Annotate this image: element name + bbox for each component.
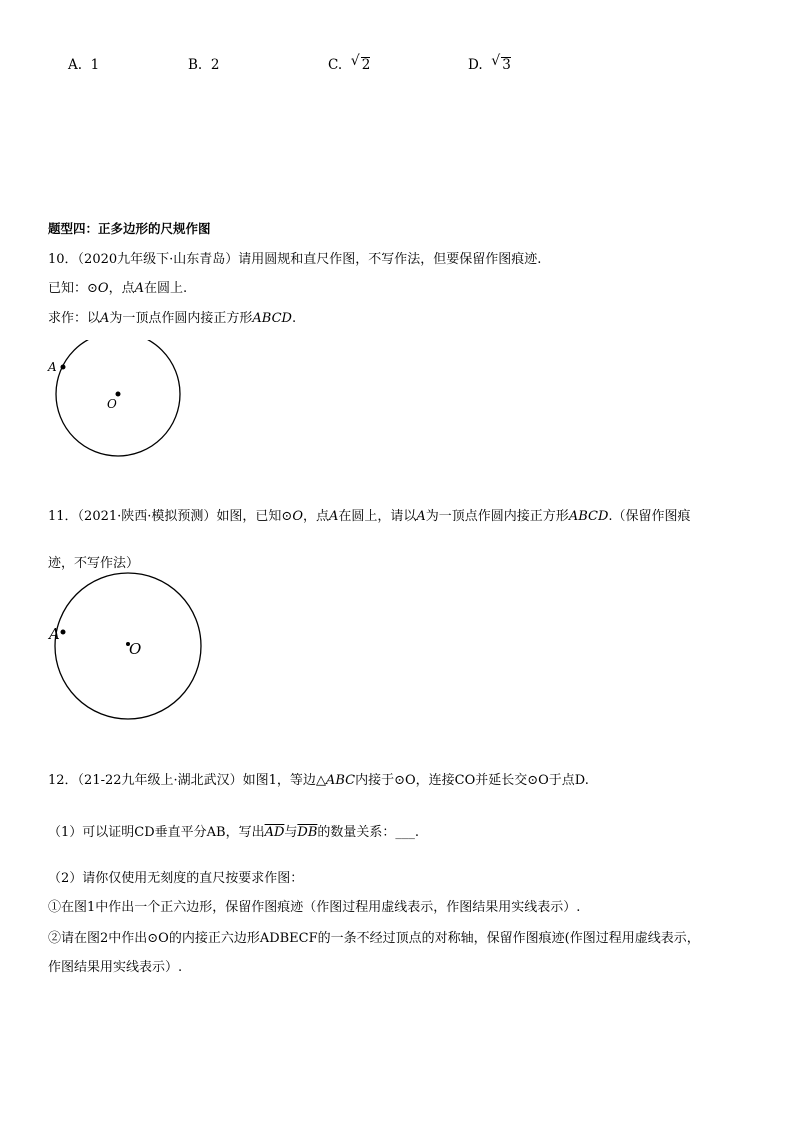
q11-stem [48, 505, 691, 524]
q10-source: （2020九年级下·山东青岛） [77, 252, 239, 267]
q10-text: 请用圆规和直尺作图，不写作法，但要保留作图痕迹. [238, 252, 542, 267]
q12-source: （21-22九年级上·湖北武汉） [77, 773, 243, 788]
option-c-value: 2 [361, 57, 371, 73]
q11-text5: .（保留作图痕 [608, 509, 691, 524]
q12-part2-2a: ②请在图2中作出⊙O的内接正六边形ADBECF的一条不经过顶点的对称轴，保留作图痕迹(作图过程用虚线表示， [48, 931, 700, 946]
q10-known-o: O [97, 281, 109, 296]
sqrt-icon: √ [350, 53, 360, 69]
q12-text1: 如图1，等边 [242, 773, 316, 788]
option-c [328, 53, 371, 73]
q11-label-a: A [49, 625, 60, 643]
sqrt-icon: √ [491, 53, 501, 69]
q12-arc-db: $\overline{DB}$ [297, 825, 318, 840]
option-a-value: 1 [90, 57, 100, 73]
option-b-letter: B. [188, 57, 203, 73]
q10-task-prefix: 求作：以 [48, 311, 101, 326]
q10-number: 10． [48, 252, 78, 267]
q10-known-suffix: 在圆上. [143, 281, 188, 296]
q10-known-a: A [134, 281, 144, 296]
q10-known-mid: ，点 [108, 281, 135, 296]
option-d-value: 3 [502, 57, 511, 73]
q11-label-o: O [129, 640, 142, 658]
q10-stem [48, 248, 541, 267]
q12-stem [48, 769, 589, 788]
sqrt-expression [491, 53, 511, 73]
q10-label-o: O [107, 397, 117, 411]
q11-text1: 如图，已知 [216, 509, 282, 524]
q11-figure [40, 570, 210, 740]
option-a [68, 57, 99, 73]
q11-text2: ，点 [302, 509, 329, 524]
q11-number: 11． [48, 509, 78, 524]
q10-task-abcd: ABCD [252, 311, 292, 326]
q12-p1-suffix: 的数量关系：___. [317, 825, 420, 840]
q12-part2-2b: 作图结果用实线表示）. [48, 960, 183, 975]
q10-circle [56, 340, 180, 456]
q12-arc-ad: $\overline{AD}$ [264, 825, 285, 840]
section-title: 题型四：正多边形的尺规作图 [48, 221, 211, 236]
q10-center-point [116, 392, 121, 397]
option-b [188, 57, 219, 73]
option-b-value: 2 [210, 57, 220, 73]
q11-point-a [61, 630, 66, 635]
q11-circ-o: ⊙O [281, 509, 303, 524]
q10-task [48, 307, 296, 326]
q12-part1 [48, 821, 419, 840]
q12-text2: 内接于⊙O，连接CO并延长交⊙O于点D. [355, 773, 589, 788]
q12-p1-mid: 与 [284, 825, 298, 840]
sqrt-expression [350, 53, 371, 73]
q10-label-a: A [48, 360, 57, 374]
q12-part2: （2）请你仅使用无刻度的直尺按要求作图： [48, 871, 304, 886]
q10-task-a: A [100, 311, 110, 326]
q11-text3: 在圆上，请以 [338, 509, 417, 524]
option-a-letter: A. [68, 57, 83, 73]
q12-number: 12． [48, 773, 78, 788]
q11-text4: 为一顶点作圆内接正方形 [425, 509, 569, 524]
q10-known-prefix: 已知：⊙ [48, 281, 98, 296]
q11-a2: A [416, 509, 426, 524]
q10-task-end: . [291, 311, 297, 326]
q10-point-a [61, 365, 66, 370]
q10-task-mid: 为一顶点作圆内接正方形 [109, 311, 253, 326]
q10-known [48, 277, 187, 296]
option-c-letter: C. [328, 57, 343, 73]
q11-a1: A [329, 509, 339, 524]
q11-line2: 迹，不写作法） [48, 556, 140, 571]
q12-part2-1: ①在图1中作出一个正六边形，保留作图痕迹（作图过程用虚线表示，作图结果用实线表示）. [48, 900, 581, 915]
q12-p1-prefix: （1）可以证明CD垂直平分AB，写出 [48, 825, 265, 840]
option-d-letter: D. [468, 57, 483, 73]
q12-triangle: △ABC [315, 773, 356, 788]
q11-abcd: ABCD [568, 509, 609, 524]
option-d [468, 53, 511, 73]
q10-figure [40, 340, 200, 470]
q11-source: （2021·陕西·模拟预测） [77, 509, 217, 524]
